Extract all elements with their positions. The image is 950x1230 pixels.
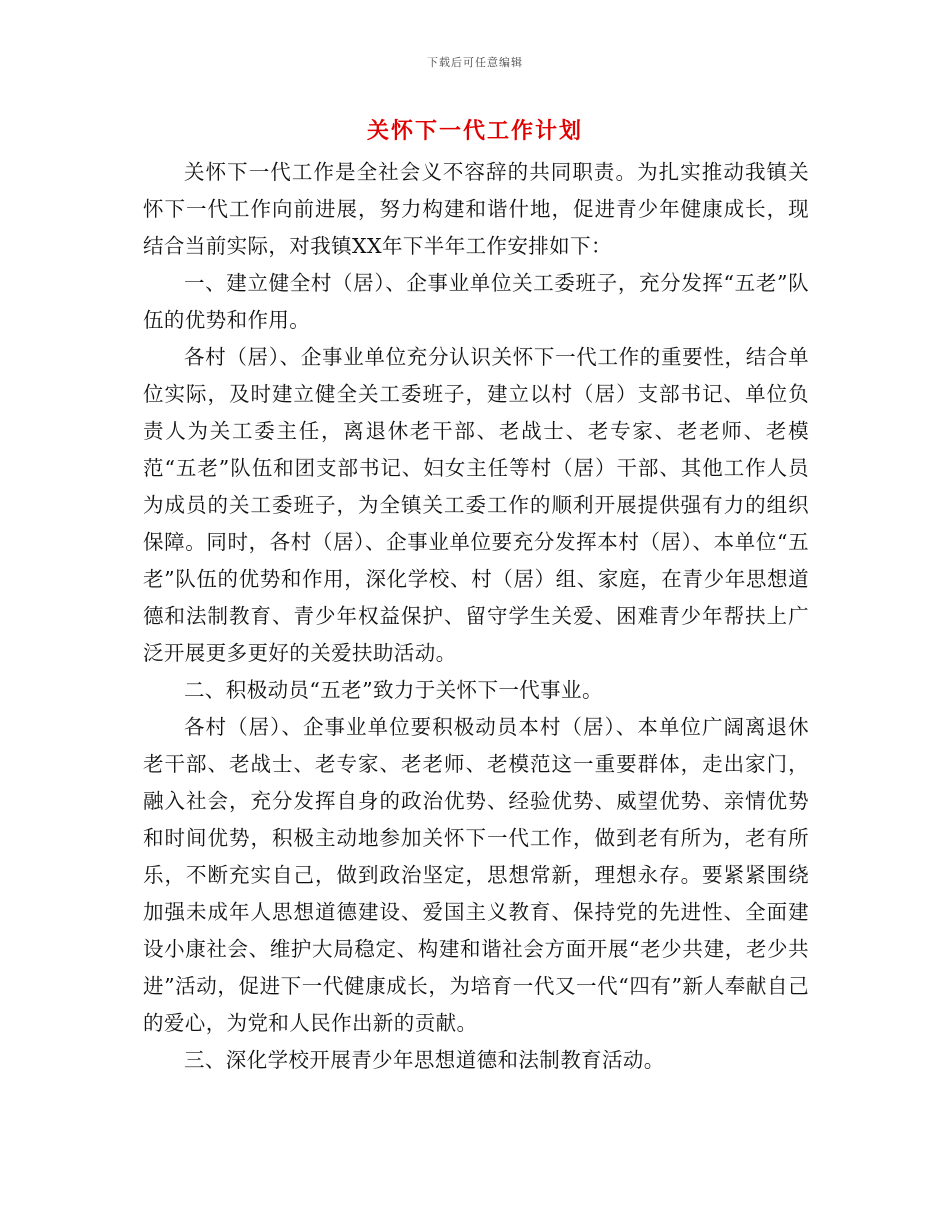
paragraph-section-2: 各村（居）、企事业单位要积极动员本村（居）、本单位广阔离退休老干部、老战士、老专家、老老师、老模范这一重要群体，走出家门，融入社会，充分发挥自身的政治优势、经验优势、威望优势、亲情优势和时间优势，积极主动地参加关怀下一代工作，做到老有所为，老有所乐，不断充实自己，做到政治坚定，思想常新，理想永存。要紧紧围绕加强未成年人思想道德建设、爱国主义教育、保持党的先进性、全面建设小康社会、维护大局稳定、构建和谐社会方面开展“老少共建，老少共进”活动，促进下一代健康成长，为培育一代又一代“四有”新人奉献自己的爱心，为党和人民作出新的贡献。 bbox=[143, 715, 809, 1035]
section-heading-2: 二、积极动员“五老”致力于关怀下一代事业。 bbox=[184, 678, 603, 702]
paragraph-section-1: 各村（居）、企事业单位充分认识关怀下一代工作的重要性，结合单位实际，及时建立健全关工委班子，建立以村（居）支部书记、单位负责人为关工委主任，离退休老干部、老战士、老专家、老老师、老模范“五老”队伍和团支部书记、妇女主任等村（居）干部、其他工作人员为成员的关工委班子，为全镇关工委工作的顺利开展提供强有力的组织保障。同时，各村（居）、企事业单位要充分发挥本村（居）、本单位“五老”队伍的优势和作用，深化学校、村（居）组、家庭，在青少年思想道德和法制教育、青少年权益保护、留守学生关爱、困难青少年帮扶上广泛开展更多更好的关爱扶助活动。 bbox=[143, 345, 809, 665]
header-note: 下载后可任意编辑 bbox=[427, 56, 523, 69]
section-heading-1: 一、建立健全村（居）、企事业单位关工委班子，充分发挥“五老”队伍的优势和作用。 bbox=[143, 271, 809, 332]
paragraph-intro: 关怀下一代工作是全社会义不容辞的共同职责。为扎实推动我镇关怀下一代工作向前进展，努力构建和谐什地，促进青少年健康成长，现结合当前实际，对我镇XX年下半年工作安排如下： bbox=[143, 160, 809, 258]
document-title: 关怀下一代工作计划 bbox=[366, 118, 583, 144]
document-body bbox=[143, 154, 809, 1079]
section-heading-3: 三、深化学校开展青少年思想道德和法制教育活动。 bbox=[184, 1048, 665, 1072]
